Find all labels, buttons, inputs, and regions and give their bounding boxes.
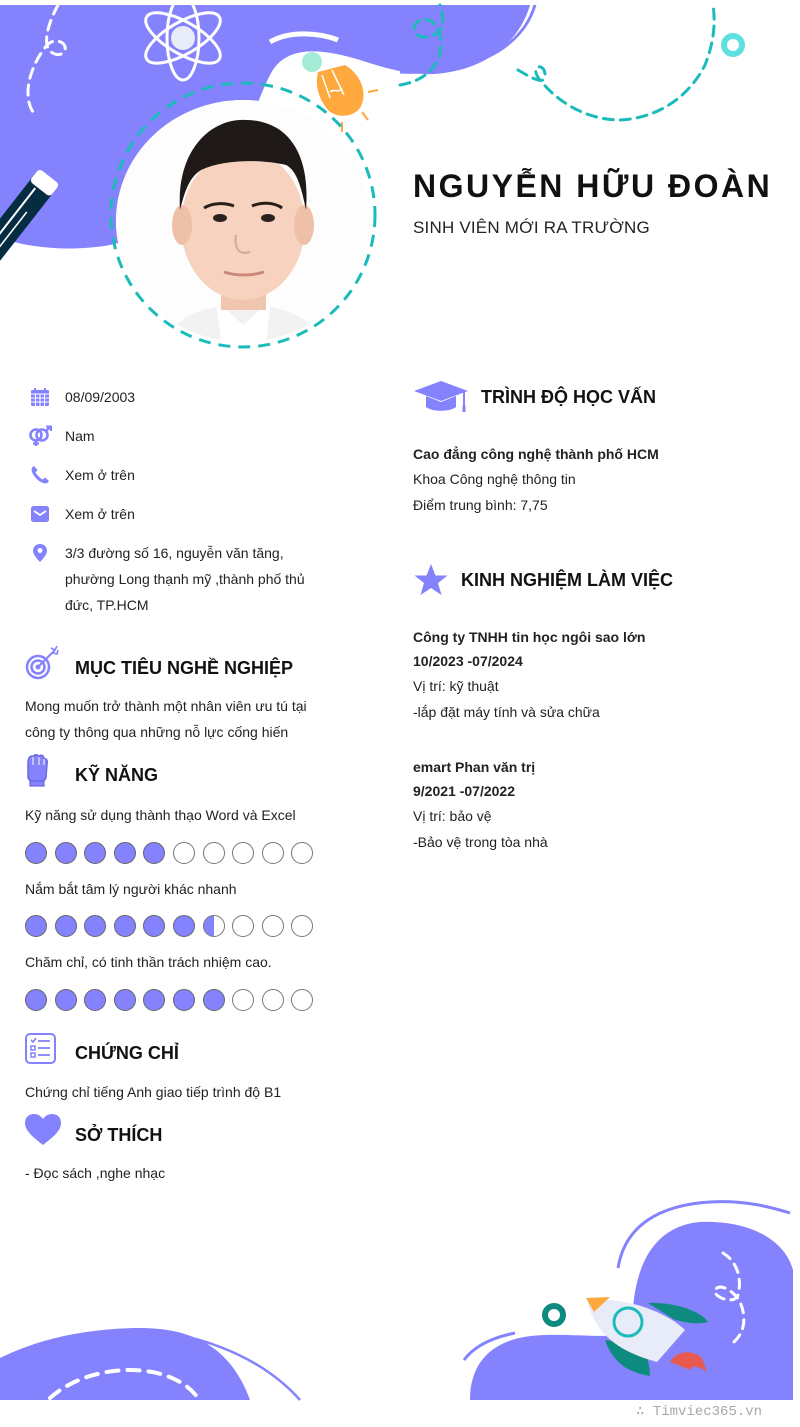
contact-item-birthdate <box>28 385 328 410</box>
birthdate-value: 08/09/2003 <box>65 389 136 405</box>
rating-dot-filled <box>173 915 195 937</box>
skill-label: Chăm chỉ, có tinh thần trách nhiệm cao. <box>25 954 272 970</box>
objective-title: MỤC TIÊU NGHỀ NGHIỆP <box>75 657 294 678</box>
phone-value[interactable]: Xem ở trên <box>65 467 135 483</box>
rating-dot-filled <box>25 989 47 1011</box>
hobbies-section-header <box>25 1114 162 1146</box>
experience-title: KINH NGHIỆM LÀM VIỆC <box>461 569 674 590</box>
certificates-title: CHỨNG CHỈ <box>75 1042 179 1063</box>
skills-section-header <box>25 753 158 789</box>
rating-dot-filled <box>25 915 47 937</box>
rating-dot-filled <box>203 989 225 1011</box>
skill-rating <box>25 842 321 864</box>
rating-dot-filled <box>173 989 195 1011</box>
gender-icon <box>28 424 52 448</box>
rating-dot-empty <box>262 842 284 864</box>
star-icon <box>414 563 448 597</box>
candidate-name: NGUYỄN HỮU ĐOÀN <box>413 168 773 204</box>
job-description: -Bảo vệ trong tòa nhà <box>413 834 548 850</box>
rating-dot-filled <box>55 989 77 1011</box>
hobbies-title: SỞ THÍCH <box>75 1124 163 1145</box>
job-period: 9/2021 -07/2022 <box>413 783 515 799</box>
rating-dot-empty <box>203 842 225 864</box>
rating-dot-half <box>203 915 225 937</box>
rating-dot-filled <box>143 842 165 864</box>
job-company: emart Phan văn trị <box>413 759 536 775</box>
certificates-text: Chứng chỉ tiếng Anh giao tiếp trình độ B1 <box>25 1084 282 1100</box>
education-title: TRÌNH ĐỘ HỌC VẤN <box>481 386 656 407</box>
education-school: Cao đẳng công nghệ thành phố HCM <box>413 446 659 462</box>
heart-icon <box>25 1114 61 1146</box>
job-period: 10/2023 -07/2024 <box>413 653 523 669</box>
rating-dot-filled <box>84 842 106 864</box>
skill-label: Nắm bắt tâm lý người khác nhanh <box>25 881 237 897</box>
rating-dot-empty <box>232 989 254 1011</box>
certificates-section-header <box>25 1033 179 1065</box>
rating-dot-filled <box>114 989 136 1011</box>
job-company: Công ty TNHH tin học ngôi sao lớn <box>413 629 646 645</box>
email-value[interactable]: Xem ở trên <box>65 506 135 522</box>
ring-icon <box>724 36 742 54</box>
job-position: Vị trí: bảo vệ <box>413 808 492 824</box>
rating-dot-empty <box>291 842 313 864</box>
education-section-header <box>414 380 656 414</box>
target-icon <box>24 645 62 681</box>
calendar-icon <box>28 385 52 409</box>
phone-icon <box>28 463 52 487</box>
checklist-icon <box>25 1033 57 1065</box>
rating-dot-filled <box>25 842 47 864</box>
skills-title: KỸ NĂNG <box>75 764 159 785</box>
rating-dot-filled <box>55 915 77 937</box>
contact-item-gender <box>28 424 328 449</box>
rating-dot-empty <box>232 842 254 864</box>
rating-dot-empty <box>262 989 284 1011</box>
skill-label: Kỹ năng sử dụng thành thạo Word và Excel <box>25 807 296 823</box>
job-position: Vị trí: kỹ thuật <box>413 678 499 694</box>
job-description: -lắp đặt máy tính và sửa chữa <box>413 704 600 720</box>
contact-item-phone <box>28 463 328 488</box>
avatar-portrait <box>116 100 370 342</box>
profile-photo <box>116 100 370 342</box>
rating-dot-empty <box>232 915 254 937</box>
experience-section-header <box>414 563 673 597</box>
location-pin-icon <box>28 541 52 565</box>
rating-dot-empty <box>262 915 284 937</box>
skill-rating <box>25 989 321 1011</box>
rating-dot-filled <box>84 989 106 1011</box>
graduation-cap-icon <box>414 380 470 414</box>
rating-dot-empty <box>291 989 313 1011</box>
skill-rating <box>25 915 321 937</box>
rating-dot-filled <box>114 915 136 937</box>
rating-dot-filled <box>84 915 106 937</box>
gender-value: Nam <box>65 428 95 444</box>
contact-item-address <box>28 541 328 618</box>
objective-text: Mong muốn trở thành một nhân viên ưu tú tại công ty thông qua những nỗ lực cống hiến <box>25 698 307 740</box>
watermark: ∴ Timviec365.vn <box>636 1404 763 1420</box>
email-icon <box>28 502 52 526</box>
glove-hand-icon <box>25 753 49 789</box>
education-gpa: Điểm trung bình: 7,75 <box>413 497 548 513</box>
contact-item-email <box>28 502 328 527</box>
education-faculty: Khoa Công nghệ thông tin <box>413 471 576 487</box>
rating-dot-filled <box>55 842 77 864</box>
objective-section-header <box>24 645 293 681</box>
rating-dot-empty <box>291 915 313 937</box>
candidate-title: SINH VIÊN MỚI RA TRƯỜNG <box>413 218 650 237</box>
rating-dot-filled <box>143 989 165 1011</box>
rating-dot-filled <box>143 915 165 937</box>
rating-dot-empty <box>173 842 195 864</box>
address-value: 3/3 đường số 16, nguyễn văn tăng, phường Long thạnh mỹ ,thành phố thủ đức, TP.HCM <box>65 545 305 613</box>
contact-info-list <box>28 385 328 632</box>
hobbies-text: - Đọc sách ,nghe nhạc <box>25 1165 166 1181</box>
rating-dot-filled <box>114 842 136 864</box>
